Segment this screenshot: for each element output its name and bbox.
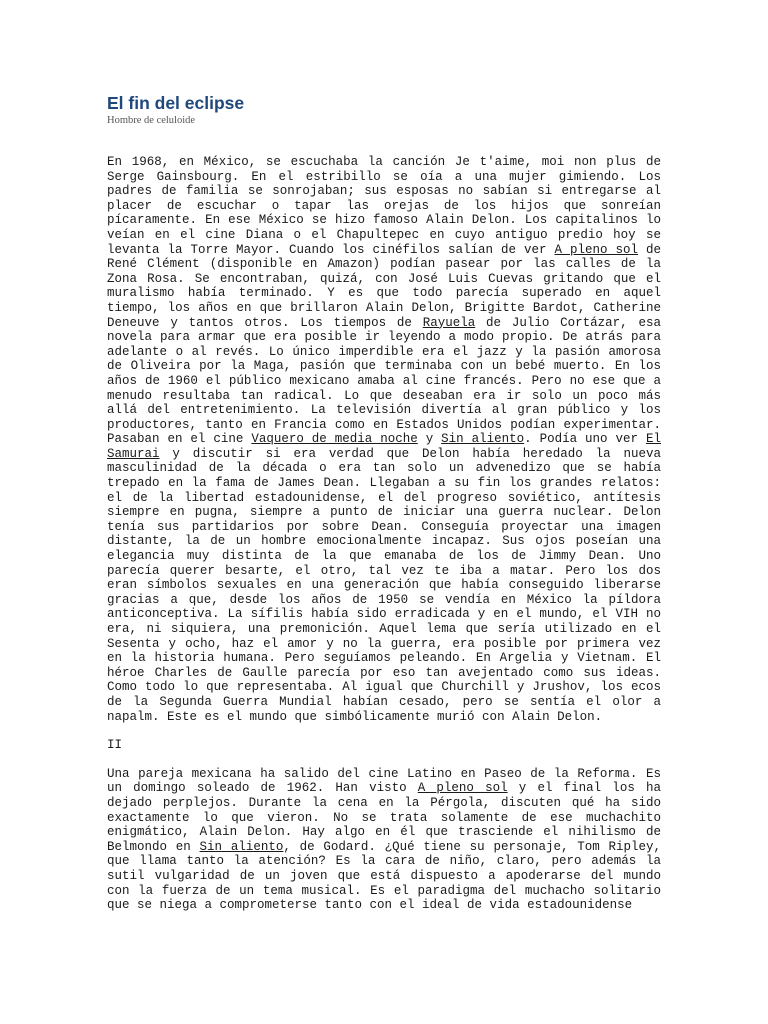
film-link-a-pleno-sol[interactable]: A pleno sol	[554, 242, 638, 257]
text-run: , de Godard. ¿Qué tiene su personaje, Tom Ripley, que llama tanto la atención? Es la cara de niño, claro, pero además la sutil vulgaridad de un joven que está dispuesto a apoderarse del mundo con la fuerza de un tema musical. Es el paradigma del muchacho solitario que se niega a comprometerse tanto con el ideal de vida estadounidense	[107, 839, 662, 913]
text-run: de René Clément (disponible en Amazon) podían pasear por las calles de la Zona Rosa. Se encontraban, quizá, con José Luis Cuevas gritando que el muralismo había terminado. Y es que todo parecía superado en aquel tiempo, los años en que brillaron Alain Delon, Brigitte Bardot, Catherine Deneuve y tantos otros. Los tiempos de	[107, 242, 661, 330]
text-run: Una pareja mexicana ha salido del cine Latino en Paseo de la Reforma. Es un domingo soleado de 1962. Han visto	[107, 766, 661, 796]
film-link-el-samurai[interactable]: El Samurai	[107, 432, 661, 461]
book-link-rayuela[interactable]: Rayuela	[422, 315, 476, 330]
paragraph-1	[107, 155, 661, 724]
text-run: y discutir si era verdad que Delon había heredado la nueva masculinidad de la década o era tan solo un advenedizo que se había trepado en la fama de James Dean. Llegaban a su fin los grandes relatos: el de la libertad estadounidense, el del progreso soviético, antítesis siempre en pugna, siempre a punto de iniciar una guerra nuclear. Delon tenía sus partidarios por sobre Dean. Conseguía proyectar una imagen distante, la de un hombre emocionalmente incapaz. Sus ojos poseían una elegancia muy distinta de la que emanaba de los de Jimmy Dean. Uno parecía querer besarte, el otro, tal vez te iba a matar. Pero los dos eran símbolos sexuales en una generación que había conseguido liberarse gracias a que, desde los años de 1950 se vendía en México la píldora anticonceptiva. La sífilis había sido erradicada y en el mundo, el VIH no era, ni siquiera, una premonición. Aquel lema que sería utilizado en el Sesenta y ocho, haz el amor y no la guerra, era posible por primera vez en la historia humana. Pero seguíamos peleando. En Argelia y Vietnam. El héroe Charles de Gaulle parecía por eso tan avejentado como sus ideas. Como todo lo que representaba. Al igual que Churchill y Jrushov, los ecos de la Segunda Guerra Mundial habían cesado, pero se sentía el olor a napalm. Este es el mundo que simbólicamente murió con Alain Delon.	[107, 446, 661, 724]
paragraph-2	[107, 767, 661, 913]
film-link-sin-aliento-2[interactable]: Sin aliento	[199, 839, 284, 854]
section-two-marker: II	[107, 738, 123, 753]
article-subtitle: Hombre de celuloide	[107, 115, 196, 126]
article	[107, 91, 661, 913]
text-run: de Julio Cortázar, esa novela para armar que era posible ir leyendo a modo propio. De atrás para adelante o al revés. Lo único imperdible era el jazz y la pasión amorosa de Oliveira por la Maga, pasión que terminaba con un bebé muerto. En los años de 1960 el público mexicano amaba al cine francés. Pero no ese que a menudo resultaba tan radical. Lo que deseaban era ir solo un poco más allá del entretenimiento. La televisión divertía al gran público y los productores, tanto en Francia como en Estados Unidos podían experimentar. Pasaban en el cine	[107, 315, 661, 447]
text-run: y el final los ha dejado perplejos. Durante la cena en la Pérgola, discuten qué ha sido exactamente lo que vieron. No se trata solamente de ese muchachito enigmático, Alain Delon. Hay algo en él que trasciende el nihilismo de Belmondo en	[107, 781, 661, 854]
article-title: El fin del eclipse	[107, 93, 245, 113]
text-run: En 1968, en México, se escuchaba la canción Je t'aime, moi non plus de Serge Gainsbourg. En el estribillo se oía a una mujer gimiendo. Los padres de familia se sonrojaban; sus esposas no sabían si entregarse al placer de escuchar o tapar las orejas de los hijos que sonreían pícaramente. En ese México se hizo famoso Alain Delon. Los capitalinos lo veían en el cine Diana o el Chapultepec en cuyo antiguo predio hoy se levanta la Torre Mayor. Cuando los cinéfilos salían de ver	[107, 155, 661, 257]
film-link-a-pleno-sol-2[interactable]: A pleno sol	[417, 781, 508, 796]
text-run: y	[417, 432, 442, 447]
text-run: . Podía uno ver	[524, 432, 646, 447]
film-link-sin-aliento[interactable]: Sin aliento	[441, 432, 525, 447]
film-link-vaquero-de-media-noche[interactable]: Vaquero de media noche	[251, 432, 418, 447]
